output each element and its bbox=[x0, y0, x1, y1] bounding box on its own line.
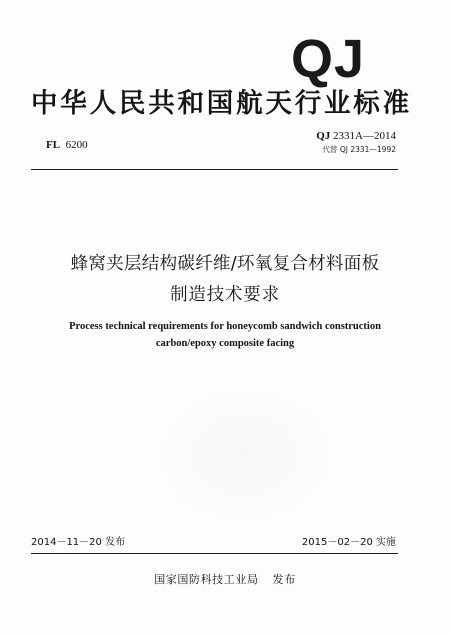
title-chinese-line-1: 蜂窝夹层结构碳纤维/环氧复合材料面板 bbox=[70, 254, 380, 274]
classification-number: 6200 bbox=[65, 139, 88, 151]
issue-date: 2014－11－20 发布 bbox=[31, 537, 126, 548]
implementation-date: 2015－02－20 实施 bbox=[301, 537, 396, 548]
classification-prefix: FL bbox=[46, 139, 61, 151]
issuer-action: 发布 bbox=[272, 573, 296, 586]
issuer-organization: 国家国防科技工业局 bbox=[154, 573, 259, 586]
bottom-divider bbox=[31, 553, 398, 554]
title-english-line-1: Process technical requirements for honeycomb sandwich construction bbox=[69, 321, 381, 332]
scan-noise bbox=[150, 380, 340, 530]
qj-logo: QJ bbox=[291, 29, 366, 89]
classification-code bbox=[46, 140, 88, 151]
issuing-authority bbox=[0, 574, 450, 585]
standard-prefix: QJ bbox=[316, 130, 331, 142]
standard-number bbox=[316, 131, 396, 142]
industry-standard-title: 中华人民共和国航天行业标准 bbox=[31, 88, 412, 119]
title-english-line-2: carbon/epoxy composite facing bbox=[155, 338, 295, 349]
standard-number-value: 2331A—2014 bbox=[333, 130, 396, 142]
top-divider bbox=[31, 169, 398, 170]
title-chinese-line-2: 制造技术要求 bbox=[170, 285, 280, 305]
replaces-standard: 代替 QJ 2331—1992 bbox=[322, 145, 396, 154]
